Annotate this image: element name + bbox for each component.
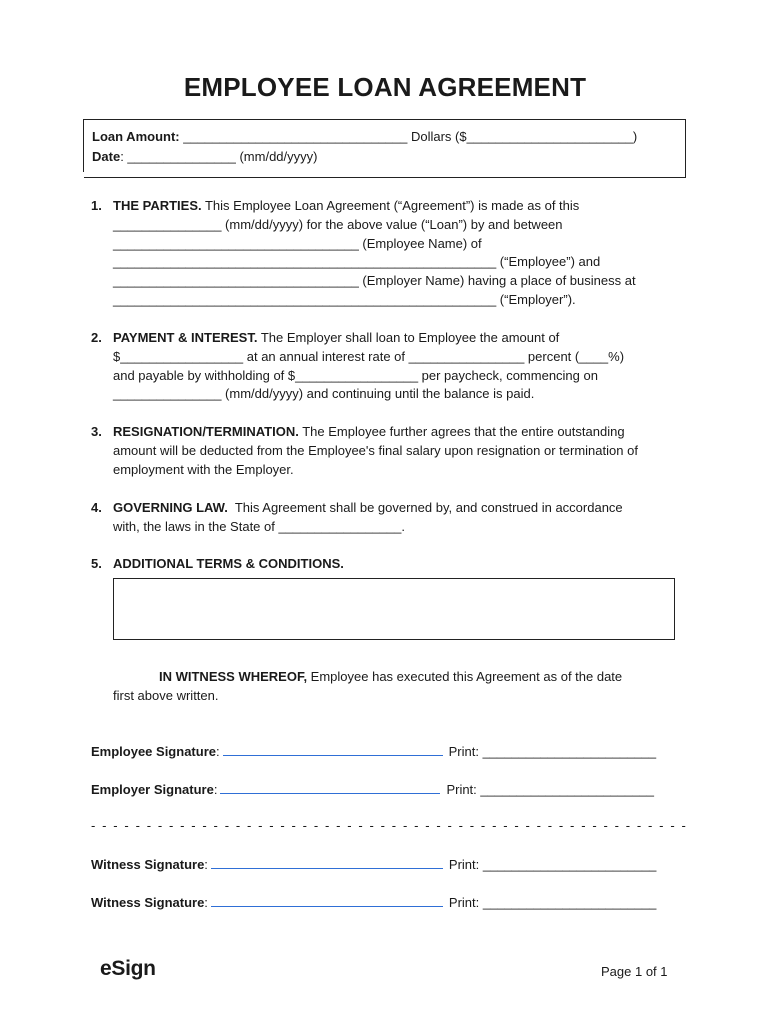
witness-text: Employee has executed this Agreement as of the date bbox=[307, 669, 623, 684]
employer-signature-field[interactable] bbox=[220, 781, 440, 794]
section-heading: RESIGNATION/TERMINATION. bbox=[113, 424, 299, 439]
parties-date-field[interactable]: _______________ (mm/dd/yyyy) for the above value (“Loan”) by and between bbox=[113, 216, 563, 232]
employer-name-field[interactable]: __________________________________ (Employer Name) having a place of business at bbox=[113, 273, 636, 289]
signature-label: Employee Signature bbox=[91, 744, 216, 759]
section-payment-interest bbox=[91, 329, 691, 404]
print-label: Print: bbox=[448, 857, 483, 872]
employee-signature-row bbox=[91, 743, 656, 761]
print-label: Print: bbox=[448, 895, 483, 910]
document-title: EMPLOYEE LOAN AGREEMENT bbox=[183, 72, 587, 102]
witness-print-field[interactable]: ________________________ bbox=[482, 857, 657, 872]
witness-signature-row bbox=[91, 894, 656, 912]
signature-colon: : bbox=[204, 895, 208, 910]
section-line: The Employer shall loan to Employee the amount of bbox=[257, 330, 560, 345]
employer-address-field[interactable]: _____________________________________________________ (“Employer”). bbox=[113, 291, 576, 307]
section-heading: PAYMENT & INTEREST. bbox=[113, 330, 258, 345]
separator-line: - - - - - - - - - - - - - - - - - - - - - - - - - - - - - - - - - - - - - - - - - - - - - - - - - - - - - - bbox=[91, 818, 688, 833]
section-line: This Employee Loan Agreement (“Agreement”) is made as of this bbox=[201, 198, 580, 213]
section-line: employment with the Employer. bbox=[113, 461, 294, 477]
section-number: 1. bbox=[91, 198, 102, 213]
additional-terms-input[interactable] bbox=[113, 578, 675, 640]
signature-label: Witness Signature bbox=[91, 857, 205, 872]
signature-colon: : bbox=[213, 782, 218, 797]
witness-signature-field[interactable] bbox=[211, 894, 443, 907]
date-field[interactable]: : _______________ (mm/dd/yyyy) bbox=[120, 149, 318, 164]
employee-name-field[interactable]: __________________________________ (Employee Name) of bbox=[113, 235, 482, 251]
section-heading: THE PARTIES. bbox=[113, 198, 202, 213]
state-field[interactable]: with, the laws in the State of _________________. bbox=[113, 518, 405, 534]
employer-signature-row bbox=[91, 781, 654, 799]
signature-colon: : bbox=[215, 744, 220, 759]
signature-label: Employer Signature bbox=[91, 782, 214, 797]
withholding-field[interactable]: and payable by withholding of $_________________ per paycheck, commencing on bbox=[113, 367, 598, 383]
info-box-bottom-border bbox=[83, 171, 686, 178]
section-number: 4. bbox=[91, 500, 102, 515]
section-line: This Agreement shall be governed by, and construed in accordance bbox=[227, 500, 623, 515]
employee-address-field[interactable]: _____________________________________________________ (“Employee”) and bbox=[113, 254, 601, 270]
section-line: amount will be deducted from the Employee's final salary upon resignation or termination of bbox=[113, 442, 638, 458]
date-label: Date bbox=[92, 149, 121, 164]
signature-label: Witness Signature bbox=[91, 895, 205, 910]
loan-rate-field[interactable]: $_________________ at an annual interest rate of ________________ percent (____%) bbox=[113, 348, 625, 364]
section-additional-terms bbox=[91, 555, 691, 574]
print-label: Print: bbox=[446, 782, 481, 797]
section-number: 5. bbox=[91, 556, 102, 571]
section-number: 2. bbox=[91, 330, 102, 345]
section-heading: ADDITIONAL TERMS & CONDITIONS. bbox=[113, 556, 344, 571]
esign-logo: eSign bbox=[100, 957, 156, 980]
witness-signature-field[interactable] bbox=[211, 856, 443, 869]
commencement-date-field[interactable]: _______________ (mm/dd/yyyy) and continuing until the balance is paid. bbox=[113, 386, 535, 402]
section-line: The Employee further agrees that the entire outstanding bbox=[298, 424, 625, 439]
section-parties bbox=[91, 197, 691, 310]
witness-clause bbox=[113, 668, 683, 706]
employee-print-field[interactable]: ________________________ bbox=[482, 744, 657, 759]
loan-amount-row bbox=[92, 129, 637, 144]
signature-colon: : bbox=[204, 857, 208, 872]
employee-signature-field[interactable] bbox=[223, 743, 443, 756]
employer-print-field[interactable]: ________________________ bbox=[480, 782, 654, 797]
date-row bbox=[92, 149, 317, 164]
loan-amount-field[interactable]: _______________________________ Dollars ($_______________________) bbox=[179, 129, 638, 144]
section-governing-law bbox=[91, 499, 691, 537]
print-label: Print: bbox=[448, 744, 483, 759]
witness-heading: IN WITNESS WHEREOF, bbox=[159, 669, 308, 684]
page-number: Page 1 of 1 bbox=[601, 964, 668, 979]
section-heading: GOVERNING LAW. bbox=[113, 500, 228, 515]
section-number: 3. bbox=[91, 424, 102, 439]
witness-print-field[interactable]: ________________________ bbox=[482, 895, 657, 910]
witness-signature-row bbox=[91, 856, 656, 874]
section-resignation bbox=[91, 423, 691, 479]
loan-info-box bbox=[83, 119, 686, 178]
witness-text: first above written. bbox=[113, 687, 219, 703]
loan-amount-label: Loan Amount: bbox=[92, 129, 180, 144]
